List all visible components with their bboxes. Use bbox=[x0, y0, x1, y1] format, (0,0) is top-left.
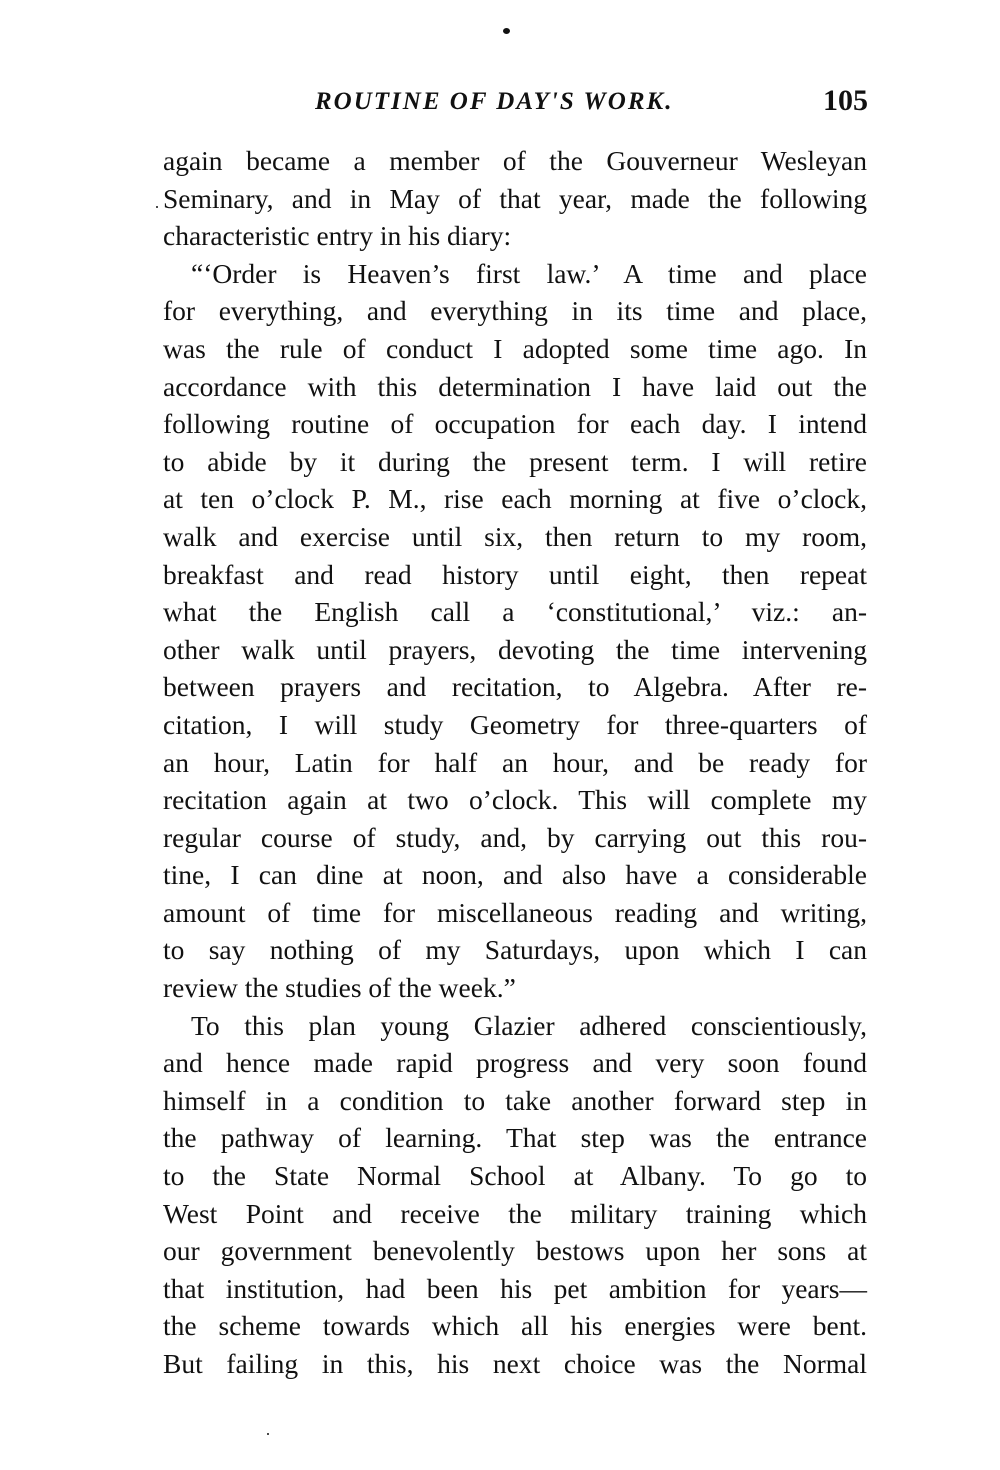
text-line: was the rule of conduct I adopted some time ago. In bbox=[163, 332, 867, 364]
text-line: walk and exercise until six, then return to my room, bbox=[163, 520, 867, 552]
text-line: “‘Order is Heaven’s first law.’ A time and place bbox=[191, 257, 867, 289]
running-head: ROUTINE OF DAY'S WORK. bbox=[315, 88, 674, 115]
text-line: himself in a condition to take another forward step in bbox=[163, 1084, 867, 1116]
text-line: what the English call a ‘constitutional,’ viz.: an- bbox=[163, 596, 867, 628]
text-line: citation, I will study Geometry for three-quarters of bbox=[163, 708, 867, 740]
text-line: to abide by it during the present term. I will retire bbox=[163, 445, 867, 477]
text-line: at ten o’clock P. M., rise each morning at five o’clock, bbox=[163, 483, 867, 515]
page-header bbox=[160, 84, 868, 124]
text-line: following routine of occupation for each day. I intend bbox=[163, 408, 867, 440]
text-line: other walk until prayers, devoting the time intervening bbox=[163, 633, 867, 665]
ink-speck bbox=[156, 206, 158, 208]
page-number: 105 bbox=[823, 84, 868, 117]
text-line: Seminary, and in May of that year, made the following bbox=[163, 182, 867, 214]
ink-speck bbox=[503, 28, 510, 34]
text-line: breakfast and read history until eight, then repeat bbox=[163, 558, 867, 590]
text-line: West Point and receive the military training which bbox=[163, 1197, 867, 1229]
text-line: our government benevolently bestows upon her sons at bbox=[163, 1235, 867, 1267]
text-line: To this plan young Glazier adhered conscientiously, bbox=[191, 1009, 867, 1041]
text-line: again became a member of the Gouverneur Wesleyan bbox=[163, 145, 867, 176]
text-line: review the studies of the week.” bbox=[163, 972, 516, 1004]
text-line: that institution, had been his pet ambition for years— bbox=[163, 1272, 867, 1304]
text-line: recitation again at two o’clock. This will complete my bbox=[163, 784, 867, 816]
text-line: to say nothing of my Saturdays, upon which I can bbox=[163, 934, 867, 966]
text-line: amount of time for miscellaneous reading and writing, bbox=[163, 896, 867, 928]
text-line: characteristic entry in his diary: bbox=[163, 220, 512, 252]
text-line: But failing in this, his next choice was the Normal bbox=[163, 1348, 867, 1379]
text-line: between prayers and recitation, to Algebra. After re- bbox=[163, 671, 867, 703]
text-line: the scheme towards which all his energies were bent. bbox=[163, 1310, 867, 1342]
ink-speck bbox=[267, 1433, 269, 1435]
text-line: to the State Normal School at Albany. To go to bbox=[163, 1160, 867, 1192]
text-line: an hour, Latin for half an hour, and be ready for bbox=[163, 746, 867, 778]
text-line: for everything, and everything in its time and place, bbox=[163, 295, 867, 327]
text-line: the pathway of learning. That step was the entrance bbox=[163, 1122, 867, 1154]
text-line: accordance with this determination I have laid out the bbox=[163, 370, 867, 402]
text-line: and hence made rapid progress and very soon found bbox=[163, 1047, 867, 1079]
text-line: tine, I can dine at noon, and also have a considerable bbox=[163, 859, 867, 891]
body-text bbox=[163, 142, 867, 1383]
text-line: regular course of study, and, by carrying out this rou- bbox=[163, 821, 867, 853]
